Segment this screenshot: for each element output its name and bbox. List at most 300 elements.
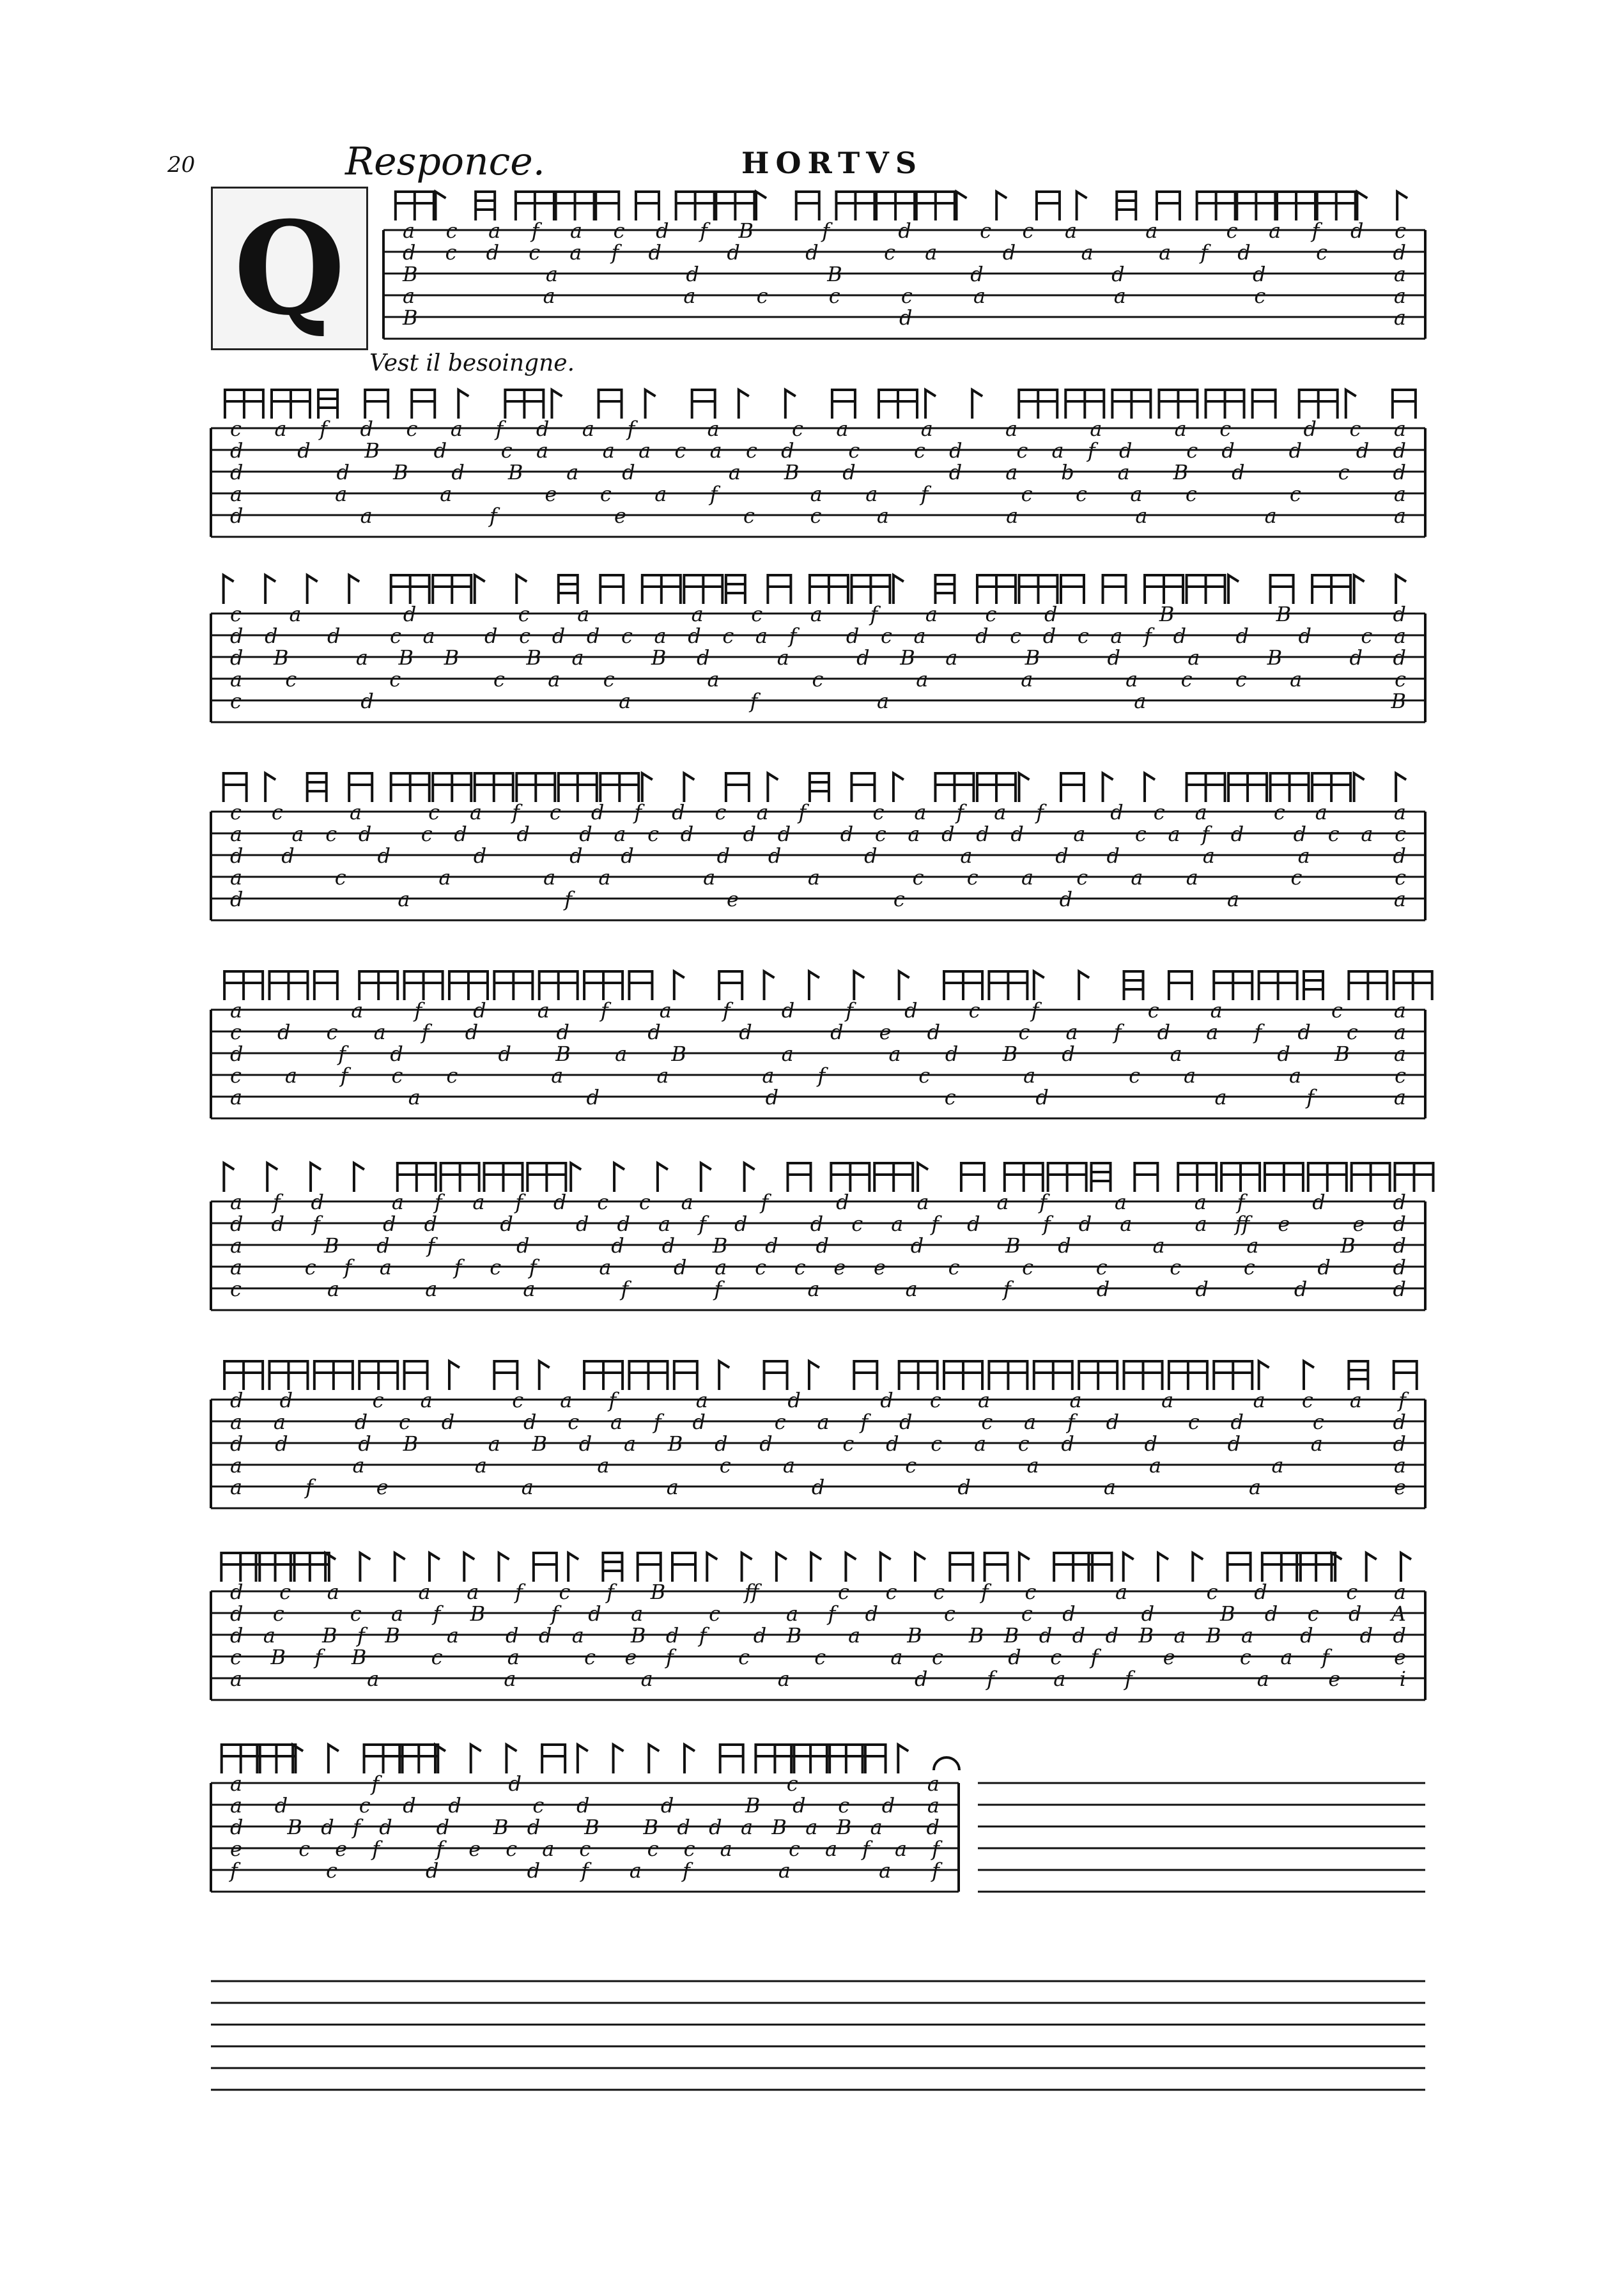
tab-course-letters: f c d dfaf a af (230, 1858, 940, 1883)
rhythm-flag (764, 1361, 787, 1390)
rhythm-flag (658, 1163, 668, 1192)
tab-course-letters: dcdcafd d d ca d a afd c d (403, 240, 1406, 265)
rhythm-flag (1357, 192, 1367, 220)
rhythm-flag (265, 575, 275, 604)
rhythm-flag (788, 1163, 811, 1192)
rhythm-flag (405, 1361, 428, 1390)
rhythm-flag (1253, 390, 1276, 419)
rhythm-flag (257, 1745, 295, 1773)
rhythm-flag (851, 773, 874, 802)
rhythm-flag (399, 1745, 438, 1773)
rhythm-flag (916, 192, 955, 220)
tab-system (211, 575, 1425, 722)
rhythm-flag (1331, 1553, 1342, 1582)
rhythm-flag (756, 192, 766, 220)
rhythm-flag (985, 1553, 1008, 1582)
rhythm-flag (1312, 575, 1350, 604)
rhythm-flag (810, 575, 848, 604)
rhythm-flag (224, 971, 263, 1000)
tab-course-letters: cafdcafdaf a ca a a a ac dca (230, 417, 1406, 441)
tab-course-letters: afe a a d d a a e (230, 1475, 1406, 1499)
rhythm-flag (391, 575, 429, 604)
tab-course-letters: cafcc a a af c a ca a c (230, 1063, 1406, 1088)
rhythm-flag (224, 773, 247, 802)
rhythm-flag (672, 1553, 695, 1582)
tab-course-letters: dc cafB fda c afd c cd d BdcdA (230, 1602, 1406, 1626)
rhythm-flag (996, 192, 1007, 220)
rhythm-flag (642, 773, 653, 802)
tab-course-letters: d a f e c d a a (230, 887, 1406, 911)
rhythm-flag (225, 390, 263, 419)
rhythm-flag (898, 1745, 908, 1773)
page-number: 20 (167, 152, 196, 178)
rhythm-flag (224, 1361, 263, 1390)
rhythm-flag (571, 1163, 581, 1192)
rhythm-flag (957, 192, 967, 220)
rhythm-flag (1394, 1361, 1417, 1390)
rhythm-flag (768, 773, 778, 802)
tab-course-letters: a a d d cd afa (230, 1085, 1406, 1109)
rhythm-flag (876, 192, 915, 220)
rhythm-flag (925, 390, 936, 419)
rhythm-flag (499, 1553, 509, 1582)
rhythm-flag (1112, 390, 1150, 419)
rhythm-flag (893, 575, 904, 604)
rhythm-flag (854, 1361, 877, 1390)
tab-course-letters: dd ca caf a d dca a a acaf (230, 1388, 1406, 1412)
rhythm-flag (1169, 971, 1192, 1000)
rhythm-flag (1206, 390, 1244, 419)
rhythm-flag (1117, 192, 1136, 220)
rhythm-flag (809, 971, 819, 1000)
rhythm-flag (364, 1745, 403, 1773)
rhythm-flag (1077, 192, 1087, 220)
rhythm-flag (719, 1361, 729, 1390)
rhythm-flag (1396, 575, 1406, 604)
rhythm-flag (1145, 575, 1183, 604)
rhythm-flag (1158, 1553, 1168, 1582)
rhythm-flag (395, 1553, 405, 1582)
rhythm-flag (1228, 1553, 1251, 1582)
tab-system (211, 1553, 1425, 1700)
rhythm-flag (1354, 773, 1365, 802)
rhythm-flag (396, 192, 434, 220)
rhythm-flag (777, 1553, 787, 1582)
rhythm-flag (1054, 1553, 1092, 1582)
initial-letter: Q (233, 193, 346, 344)
rhythm-flag (810, 773, 829, 802)
rhythm-flag (539, 1361, 550, 1390)
rhythm-flag (391, 773, 429, 802)
rhythm-flag (809, 1361, 819, 1390)
rhythm-flag (329, 1745, 339, 1773)
rhythm-flag (745, 1163, 755, 1192)
tab-course-letters: c a a a f f a a f d d d d (230, 1277, 1406, 1301)
tab-system (211, 1745, 959, 1892)
empty-staff-right (978, 1783, 1425, 1892)
tab-system (211, 1361, 1425, 1508)
rhythm-flag (436, 192, 446, 220)
rhythm-flag (1237, 192, 1275, 220)
rhythm-flag (676, 192, 715, 220)
rhythm-flag (755, 1745, 794, 1773)
rhythm-flag (638, 1553, 661, 1582)
tab-course-letters: a acd cd d dacd dd dcaddd a cafd dcac (230, 822, 1407, 846)
rhythm-flag (707, 1553, 717, 1582)
rhythm-flag (307, 575, 318, 604)
rhythm-flag (534, 1553, 557, 1582)
rhythm-flag (256, 1553, 295, 1582)
rhythm-flag (1061, 773, 1084, 802)
rhythm-flag (716, 192, 754, 220)
rhythm-flag (405, 971, 443, 1000)
rhythm-flag (1349, 971, 1387, 1000)
rhythm-flag (1079, 1361, 1117, 1390)
rhythm-flag (1187, 575, 1225, 604)
rhythm-flag (433, 575, 471, 604)
rhythm-flag (349, 773, 372, 802)
rhythm-flag (1197, 192, 1235, 220)
rhythm-flag (726, 575, 745, 604)
fermata-symbol (934, 1757, 959, 1770)
rhythm-flag (1005, 1163, 1043, 1192)
tab-course-letters: a a a a ca c a a a a (230, 1453, 1406, 1478)
tab-course-letters: cd afa a B (230, 689, 1406, 713)
rhythm-flag (224, 575, 234, 604)
rhythm-flag (989, 971, 1027, 1000)
rhythm-flag (596, 192, 619, 220)
rhythm-flag (527, 1163, 566, 1192)
rhythm-flag (642, 575, 681, 604)
rhythm-flag (1214, 1361, 1252, 1390)
tab-course-letters: a a a a a dfaf aei (230, 1667, 1406, 1691)
rhythm-flag (603, 1553, 622, 1582)
rhythm-flag (972, 390, 982, 419)
rhythm-flag (1061, 575, 1084, 604)
rhythm-flag (785, 390, 796, 419)
rhythm-flag (1299, 390, 1338, 419)
rhythm-flag (684, 773, 694, 802)
rhythm-flag (441, 1163, 479, 1192)
rhythm-flag (1312, 773, 1350, 802)
rhythm-flag (221, 1553, 259, 1582)
rhythm-flag (1393, 390, 1416, 419)
rhythm-flag (1037, 192, 1060, 220)
rhythm-flag (1277, 192, 1315, 220)
rhythm-flag (614, 1745, 624, 1773)
rhythm-flag (325, 1553, 336, 1582)
rhythm-flag (1019, 575, 1057, 604)
rhythm-flag (899, 971, 909, 1000)
rhythm-flag (1034, 1361, 1072, 1390)
rhythm-flag (464, 1553, 474, 1582)
rhythm-flag (458, 390, 468, 419)
rhythm-flag (1169, 1361, 1207, 1390)
rhythm-flag (915, 1553, 925, 1582)
rhythm-flag (701, 1163, 711, 1192)
running-title: HORTVS (741, 146, 924, 180)
tab-course-letters: ca d ca acafacd B B d (230, 602, 1406, 626)
rhythm-flag (1395, 1163, 1434, 1192)
rhythm-flag (881, 1553, 891, 1582)
rhythm-flag (1048, 1163, 1087, 1192)
rhythm-flag (1178, 1163, 1216, 1192)
tab-system (211, 773, 1425, 920)
rhythm-flag (1308, 1163, 1347, 1192)
rhythm-flag (476, 192, 495, 220)
rhythm-flag (1034, 971, 1044, 1000)
rhythm-flag (874, 1163, 913, 1192)
tab-course-letters: B d a (403, 305, 1406, 330)
rhythm-flag (359, 1361, 398, 1390)
tab-course-letters: a cfa fcf a daccee c c c c c d d (230, 1255, 1406, 1279)
rhythm-flag (1349, 1361, 1368, 1390)
rhythm-flag (494, 1361, 517, 1390)
rhythm-flag (398, 1163, 436, 1192)
rhythm-flag (1304, 971, 1323, 1000)
tab-course-letters: ac c cac a c a a acca c (230, 667, 1406, 691)
rhythm-flag (552, 390, 562, 419)
rhythm-flag (1187, 773, 1225, 802)
tab-course-letters: da BfB a dda Bdf dB a B BBdddBaBa d dd (230, 1623, 1406, 1648)
rhythm-flag (854, 971, 864, 1000)
rhythm-flag (484, 1163, 523, 1192)
rhythm-flag (674, 971, 684, 1000)
rhythm-flag (649, 1745, 659, 1773)
rhythm-flag (1221, 1163, 1260, 1192)
tab-course-letters: B a d B d d d a (403, 262, 1406, 286)
tab-course-letters: a a accca a c a (403, 284, 1406, 308)
rhythm-flag (222, 1745, 260, 1773)
rhythm-flag (629, 971, 652, 1000)
tab-course-letters: a afdafafdfdcf ca ca (230, 998, 1406, 1023)
rhythm-flag (1065, 390, 1104, 419)
rhythm-flag (851, 575, 890, 604)
tab-system (211, 1163, 1434, 1310)
rhythm-flag (846, 1553, 856, 1582)
rhythm-flag (267, 1163, 277, 1192)
rhythm-flag (935, 773, 973, 802)
rhythm-flag (1214, 971, 1252, 1000)
tab-course-letters: e cef fecac cca cafaf (230, 1837, 940, 1861)
rhythm-flag (636, 192, 659, 220)
tab-course-letters: dd d ca dcddcadcaf dca dcdcafd d d ca (230, 624, 1406, 648)
rhythm-flag (977, 575, 1016, 604)
rhythm-flag (516, 575, 527, 604)
rhythm-flag (879, 390, 917, 419)
rhythm-flag (600, 575, 623, 604)
rhythm-flag (893, 773, 904, 802)
rhythm-flag (269, 971, 307, 1000)
tab-course-letters: dd dB aBdaBdd cdcacd d d a d (230, 1432, 1407, 1456)
tab-system (383, 192, 1425, 339)
rhythm-flag (1396, 773, 1406, 802)
rhythm-flag (224, 1163, 234, 1192)
rhythm-flag (1394, 971, 1432, 1000)
rhythm-flag (506, 1745, 516, 1773)
rhythm-flag (719, 971, 742, 1000)
rhythm-flag (692, 390, 715, 419)
rhythm-flag (1366, 1553, 1377, 1582)
rhythm-flag (291, 1553, 329, 1582)
rhythm-flag (556, 192, 594, 220)
rhythm-flag (1346, 390, 1356, 419)
rhythm-flag (739, 390, 749, 419)
tab-course-letters: d fd dBaB a adBd a dBa (230, 1042, 1406, 1066)
rhythm-flag (684, 1745, 695, 1773)
rhythm-flag (961, 1163, 984, 1192)
rhythm-flag (684, 575, 722, 604)
rhythm-flag (977, 773, 1016, 802)
tab-system (211, 390, 1425, 537)
rhythm-flag (1271, 575, 1294, 604)
rhythm-flag (494, 971, 532, 1000)
rhythm-flag (768, 575, 791, 604)
rhythm-flag (1124, 971, 1143, 1000)
rhythm-flag (726, 773, 749, 802)
rhythm-flag (674, 1361, 697, 1390)
rhythm-flag (1019, 390, 1057, 419)
rhythm-flag (318, 390, 337, 419)
rhythm-flag (516, 192, 554, 220)
empty-staff (211, 1981, 1425, 2090)
rhythm-flag (269, 1361, 307, 1390)
tab-system (211, 971, 1432, 1118)
rhythm-flag (1304, 1361, 1314, 1390)
rhythm-flag (584, 971, 623, 1000)
rhythm-flag (796, 192, 819, 220)
rhythm-flag (1134, 1163, 1157, 1192)
rhythm-flag (742, 1553, 752, 1582)
tab-course-letters: dd d d dd dd d a dd a a d (230, 844, 1406, 868)
rhythm-flag (314, 971, 337, 1000)
rhythm-flag (599, 390, 622, 419)
rhythm-flag (354, 1163, 364, 1192)
rhythm-flag (1354, 575, 1365, 604)
rhythm-flag (272, 390, 310, 419)
rhythm-flag (1397, 192, 1407, 220)
rhythm-flag (1265, 1163, 1303, 1192)
rhythm-flag (449, 1361, 460, 1390)
tab-course-letters: cdcafd d d d ded cafdafdca (230, 1020, 1407, 1044)
rhythm-flag (1103, 773, 1113, 802)
tab-course-letters: cc a cafcdfdcaf cafaf dca ca a (230, 800, 1406, 824)
rhythm-flag (475, 575, 485, 604)
rhythm-flag (1297, 1553, 1335, 1582)
tab-course-letters: afd afafdcca f d a af a af d d (230, 1190, 1406, 1214)
rhythm-flag (265, 773, 275, 802)
incipit-text: Vest il besoingne. (369, 350, 575, 376)
rhythm-flag (935, 575, 954, 604)
tab-course-letters: acafacdfB f d cca a cafdc (403, 219, 1406, 243)
rhythm-flag (1228, 575, 1239, 604)
rhythm-flag (584, 1361, 623, 1390)
rhythm-flag (1159, 390, 1197, 419)
rhythm-flag (516, 773, 555, 802)
rhythm-flag (559, 773, 597, 802)
rhythm-flag (1103, 575, 1126, 604)
rhythm-flag (811, 1553, 821, 1582)
section-title: Responce. (345, 139, 545, 184)
rhythm-flag (1228, 773, 1267, 802)
rhythm-flag (832, 390, 855, 419)
rhythm-flag (475, 773, 513, 802)
rhythm-flag (989, 1361, 1027, 1390)
rhythm-flag (827, 1745, 865, 1773)
tab-course-letters: aa dcd dcafd cafd cafd cd c d (230, 1410, 1406, 1434)
tab-course-letters: d d B d ca aacacd c cd cafd cd d dd (230, 438, 1407, 463)
rhythm-flag (764, 971, 775, 1000)
rhythm-flag (1262, 1553, 1301, 1582)
rhythm-flag (1145, 773, 1155, 802)
rhythm-flag (349, 575, 359, 604)
tab-course-letters: a a a ecaf aaf ccac c a (230, 482, 1406, 506)
tab-course-letters: a c a aa a a ccacaa c c (230, 865, 1406, 890)
tab-course-letters: dB aBB Ba Bd a dBa B d a B dd (230, 645, 1406, 670)
rhythm-flag (311, 1163, 321, 1192)
tab-course-letters: d Bdfd d Bd B BddaBaBa d (230, 1815, 940, 1839)
rhythm-flag (1259, 971, 1297, 1000)
rhythm-flag (629, 1361, 667, 1390)
rhythm-flag (1271, 773, 1309, 802)
tab-course-letters: dca aafcfB ff cccfc a cd ca (230, 1580, 1407, 1604)
rhythm-flag (412, 390, 435, 419)
rhythm-flag (1317, 192, 1356, 220)
rhythm-flag (539, 971, 578, 1000)
rhythm-flag (1401, 1553, 1411, 1582)
rhythm-flag (449, 971, 488, 1000)
rhythm-flag (1092, 1163, 1111, 1192)
rhythm-flag (360, 1553, 370, 1582)
tab-course-letters: a Bdf d ddBdd d Bd a a Bd (230, 1233, 1406, 1258)
rhythm-flag (578, 1745, 588, 1773)
rhythm-flag (365, 390, 388, 419)
rhythm-flag (1124, 1361, 1163, 1390)
tab-course-letters: ad cdd cd d Bdcda (230, 1793, 940, 1818)
rhythm-flag (568, 1553, 578, 1582)
rhythm-flag (433, 773, 471, 802)
tab-course-letters: cBfB c a cef c c ac dcf e caf e (230, 1645, 1407, 1669)
rhythm-flag (1157, 192, 1180, 220)
rhythm-flag (1079, 971, 1089, 1000)
rhythm-flag (944, 971, 982, 1000)
tab-course-letters: d a f e cca a a a a (230, 504, 1406, 528)
rhythm-flag (720, 1745, 743, 1773)
tab-course-letters: afd ca (230, 1772, 940, 1796)
rhythm-flag (899, 1361, 938, 1390)
rhythm-flag (307, 773, 327, 802)
rhythm-flag (950, 1553, 973, 1582)
rhythm-flag (505, 390, 543, 419)
rhythm-flag (1019, 1553, 1030, 1582)
tab-course-letters: ddf dd d ddafd dcafd fda affe ed (230, 1212, 1406, 1236)
rhythm-flag (791, 1745, 830, 1773)
rhythm-flag (1352, 1163, 1390, 1192)
rhythm-flag (542, 1745, 565, 1773)
rhythm-flag (429, 1553, 440, 1582)
rhythm-flag (831, 1163, 869, 1192)
tab-course-letters: d dBdBad aBd dabaBd cd (230, 460, 1407, 484)
rhythm-flag (1193, 1553, 1203, 1582)
rhythm-flag (614, 1163, 624, 1192)
rhythm-flag (944, 1361, 982, 1390)
rhythm-flag (918, 1163, 928, 1192)
rhythm-flag (471, 1745, 481, 1773)
rhythm-flag (646, 390, 656, 419)
rhythm-flag (359, 971, 398, 1000)
rhythm-flag (600, 773, 638, 802)
rhythm-flag (1124, 1553, 1134, 1582)
